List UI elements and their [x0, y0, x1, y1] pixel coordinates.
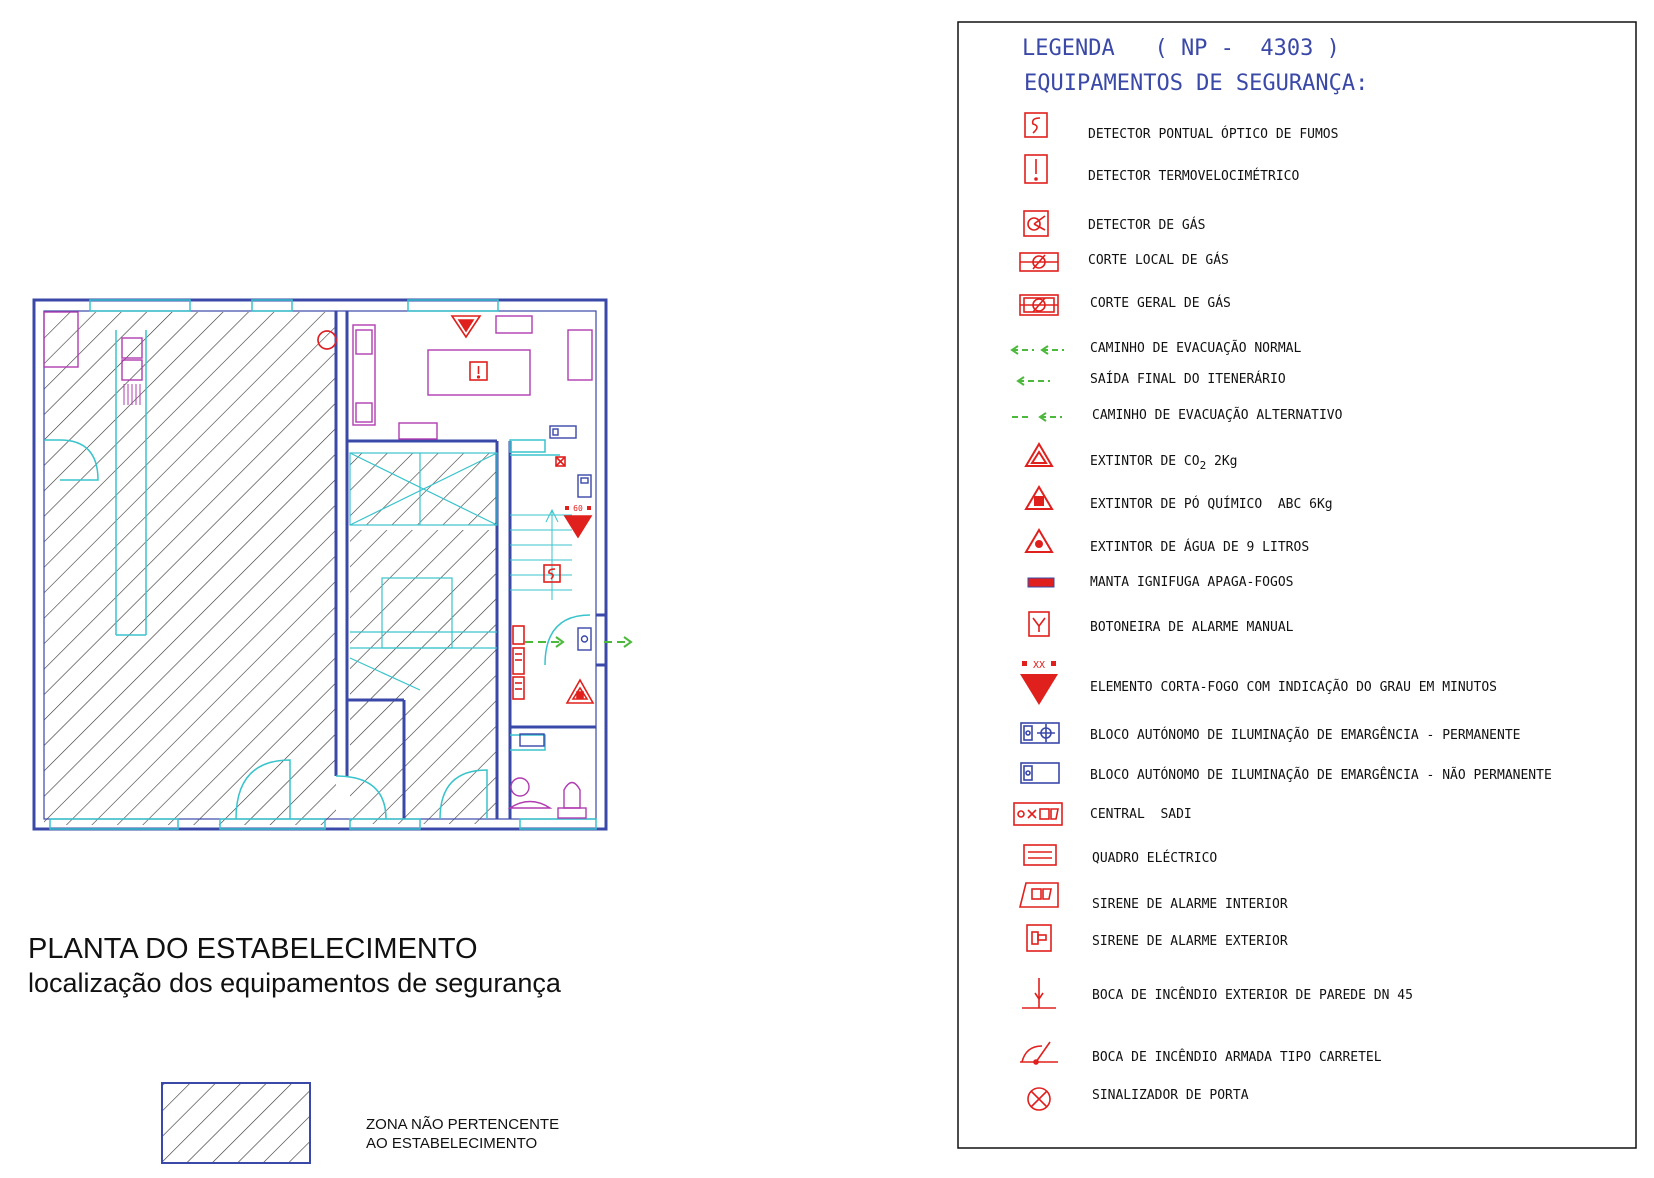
- fire-rating-label: 60: [573, 504, 583, 513]
- legend-label: DETECTOR PONTUAL ÓPTICO DE FUMOS: [1088, 127, 1339, 142]
- fire-element-mark: XX: [1032, 660, 1046, 671]
- general-gas-cut-icon: [1020, 295, 1058, 315]
- fire-rated-door-marker-kitchen: [452, 316, 480, 337]
- legend-label: CAMINHO DE EVACUAÇÃO ALTERNATIVO: [1092, 408, 1343, 423]
- legend-label: EXTINTOR DE ÁGUA DE 9 LITROS: [1090, 540, 1310, 555]
- zone-key-swatch: [162, 1083, 310, 1163]
- zone-key-line-1: ZONA NÃO PERTENCENTE: [366, 1116, 560, 1133]
- legend-label: DETECTOR TERMOVELOCIMÉTRICO: [1088, 169, 1300, 184]
- legend-label: ELEMENTO CORTA-FOGO COM INDICAÇÃO DO GRAU EM MINUTOS: [1090, 680, 1497, 695]
- fire-blanket-icon: [1028, 578, 1054, 587]
- zone-key-text: [366, 1115, 559, 1153]
- legend-label: BOCA DE INCÊNDIO EXTERIOR DE PAREDE DN 45: [1092, 988, 1413, 1003]
- legend-label: BLOCO AUTÓNOMO DE ILUMINAÇÃO DE EMARGÊNCIA - PERMANENTE: [1090, 728, 1521, 743]
- legend-label: SINALIZADOR DE PORTA: [1092, 1088, 1249, 1103]
- legend-label: SIRENE DE ALARME INTERIOR: [1092, 897, 1288, 912]
- legend-label: BOTONEIRA DE ALARME MANUAL: [1090, 620, 1294, 635]
- floor-plan: [34, 300, 631, 829]
- plan-title: PLANTA DO ESTABELECIMENTO: [28, 933, 478, 965]
- door-signal-plan: [556, 457, 565, 466]
- legend-label: QUADRO ELÉCTRICO: [1092, 851, 1218, 866]
- legend-label: EXTINTOR DE PÓ QUÍMICO ABC 6Kg: [1090, 497, 1333, 512]
- legend-label: BLOCO AUTÓNOMO DE ILUMINAÇÃO DE EMARGÊNCIA - NÃO PERMANENTE: [1090, 768, 1552, 783]
- legend-label-co2: EXTINTOR DE $CO_2$ 2Kg: [1090, 454, 1238, 472]
- plan-title-block: [28, 932, 561, 1000]
- legend-label: CORTE LOCAL DE GÁS: [1088, 253, 1229, 268]
- legend-label: SAÍDA FINAL DO ITENERÁRIO: [1090, 372, 1286, 387]
- legend-label: CAMINHO DE EVACUAÇÃO NORMAL: [1090, 341, 1302, 356]
- legend-label: CORTE GERAL DE GÁS: [1090, 296, 1231, 311]
- fire-rated-element-plan: [565, 504, 591, 537]
- zone-key-line-2: AO ESTABELECIMENTO: [366, 1135, 538, 1152]
- legend-panel: [958, 22, 1636, 1148]
- legend-label: CENTRAL SADI: [1090, 807, 1192, 822]
- sadi-central-plan: [513, 626, 524, 699]
- legend-label: MANTA IGNIFUGA APAGA-FOGOS: [1090, 575, 1294, 590]
- legend-title: LEGENDA ( NP - 4303 ): [1022, 36, 1340, 61]
- legend-subtitle: EQUIPAMENTOS DE SEGURANÇA:: [1024, 71, 1369, 96]
- legend-label: SIRENE DE ALARME EXTERIOR: [1092, 934, 1288, 949]
- plan-subtitle: localização dos equipamentos de segurança: [28, 968, 561, 998]
- hatched-zone-middle: [350, 530, 497, 824]
- powder-extinguisher-plan: [567, 680, 593, 703]
- legend-label: DETECTOR DE GÁS: [1088, 218, 1206, 233]
- legend-label: BOCA DE INCÊNDIO ARMADA TIPO CARRETEL: [1092, 1050, 1382, 1065]
- hatched-zone-left: [44, 312, 336, 825]
